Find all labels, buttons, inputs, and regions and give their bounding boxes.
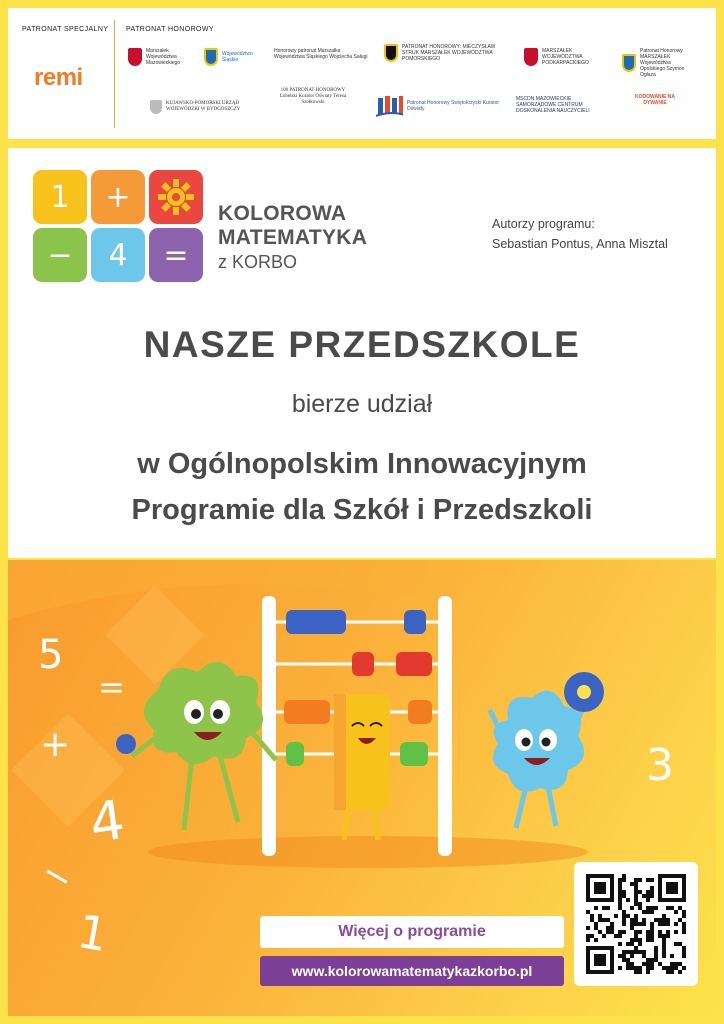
logo-opolskie: Patronat Honorowy MARSZAŁEK Województwa Opolskiego Szymon Ogłaza bbox=[622, 48, 692, 78]
logo-pomorskie: PATRONAT HONOROWY: MIECZYSŁAW STRUK MARSZAŁEK WOJEWÓDZTWA POMORSKIEGO bbox=[384, 44, 502, 62]
headline-line-2: Programie dla Szkół i Przedszkoli bbox=[131, 494, 593, 526]
tile-blue: 4 bbox=[91, 228, 145, 282]
honorary-patron-label: PATRONAT HONOROWY bbox=[126, 26, 214, 33]
floating-symbol: 1 bbox=[73, 903, 112, 963]
tile-violet: = bbox=[149, 228, 203, 282]
more-about-program-button[interactable]: Więcej o programie bbox=[260, 916, 564, 948]
logo-podkarpackie: MARSZAŁEK WOJEWÓDZTWA PODKARPACKIEGO bbox=[524, 48, 590, 66]
floating-symbol: = bbox=[98, 668, 125, 706]
authors bbox=[492, 214, 668, 254]
remi-logo: remi bbox=[34, 64, 83, 91]
griffin-crest-icon bbox=[384, 44, 398, 62]
brand-line-2: MATEMATYKA bbox=[218, 226, 368, 249]
headline-line-1: w Ogólnopolskim Innowacyjnym bbox=[137, 448, 587, 480]
illustration-panel bbox=[8, 560, 716, 1016]
gear-tile bbox=[149, 170, 203, 224]
website-link[interactable]: www.kolorowamatematykazkorbo.pl bbox=[260, 956, 564, 986]
qr-code-icon bbox=[574, 862, 698, 986]
main-card bbox=[8, 148, 716, 558]
logo-swietokrzyski-kurator: Patronat Honorowy Świętokrzyski Kurator Oświaty bbox=[376, 94, 500, 118]
brand-name bbox=[218, 202, 367, 274]
eagle-icon bbox=[150, 100, 162, 114]
headline-subtitle: bierze udział bbox=[291, 390, 433, 418]
brand-line-1: KOLOROWA bbox=[218, 202, 347, 225]
eagle-crest-icon bbox=[128, 48, 142, 66]
floating-symbol: + bbox=[40, 724, 71, 765]
books-icon bbox=[376, 94, 403, 118]
patrons-panel bbox=[8, 8, 716, 139]
logo-kodowanie-na-dywanie: KODOWANIE NA DYWANIE bbox=[635, 94, 675, 106]
crest-icon bbox=[524, 48, 538, 66]
tile-yellow: 1 bbox=[33, 170, 87, 224]
logo-mazowieckie: Marszałek Województwa Mazowieckiego bbox=[128, 48, 194, 66]
special-patron-label: PATRONAT SPECJALNY bbox=[22, 26, 109, 33]
floating-symbol: − bbox=[33, 851, 81, 902]
brand-line-3: z KORBO bbox=[218, 252, 298, 272]
tile-orange: + bbox=[91, 170, 145, 224]
gear-icon bbox=[156, 177, 196, 217]
logo-slaskie-patronage: Honorowy patronat Marszałka Województwa Śląskiego Wojciecha Saługi bbox=[274, 48, 368, 60]
eagle-crest-icon bbox=[204, 48, 218, 66]
qr-code[interactable] bbox=[574, 862, 698, 986]
logo-slaskie: Województwo Śląskie bbox=[204, 48, 266, 66]
logo-kujawsko-pomorski: KUJAWSKO-POMORSKI URZĄD WOJEWÓDZKI W BYDGOSZCZY bbox=[150, 100, 250, 114]
authors-label: Autorzy programu: bbox=[492, 217, 595, 231]
floating-symbol: 4 bbox=[85, 787, 129, 856]
logo-mscdn: MSCDN MAZOWIECKIE SAMORZĄDOWE CENTRUM DOSKONALENIA NAUCZYCIELI bbox=[516, 96, 590, 114]
floating-symbol: 5 bbox=[38, 632, 64, 678]
authors-names: Sebastian Pontus, Anna Misztal bbox=[492, 237, 668, 251]
eagle-crest-icon bbox=[622, 54, 636, 72]
headline-title: NASZE PRZEDSZKOLE bbox=[143, 324, 581, 365]
logo-lubelski-kurator: 100 PATRONAT HONOROWY Lubelski Kurator Oświaty Teresa Szołkowski bbox=[279, 88, 347, 105]
floating-symbol: 3 bbox=[646, 740, 674, 791]
divider bbox=[114, 20, 115, 128]
tile-green: − bbox=[33, 228, 87, 282]
